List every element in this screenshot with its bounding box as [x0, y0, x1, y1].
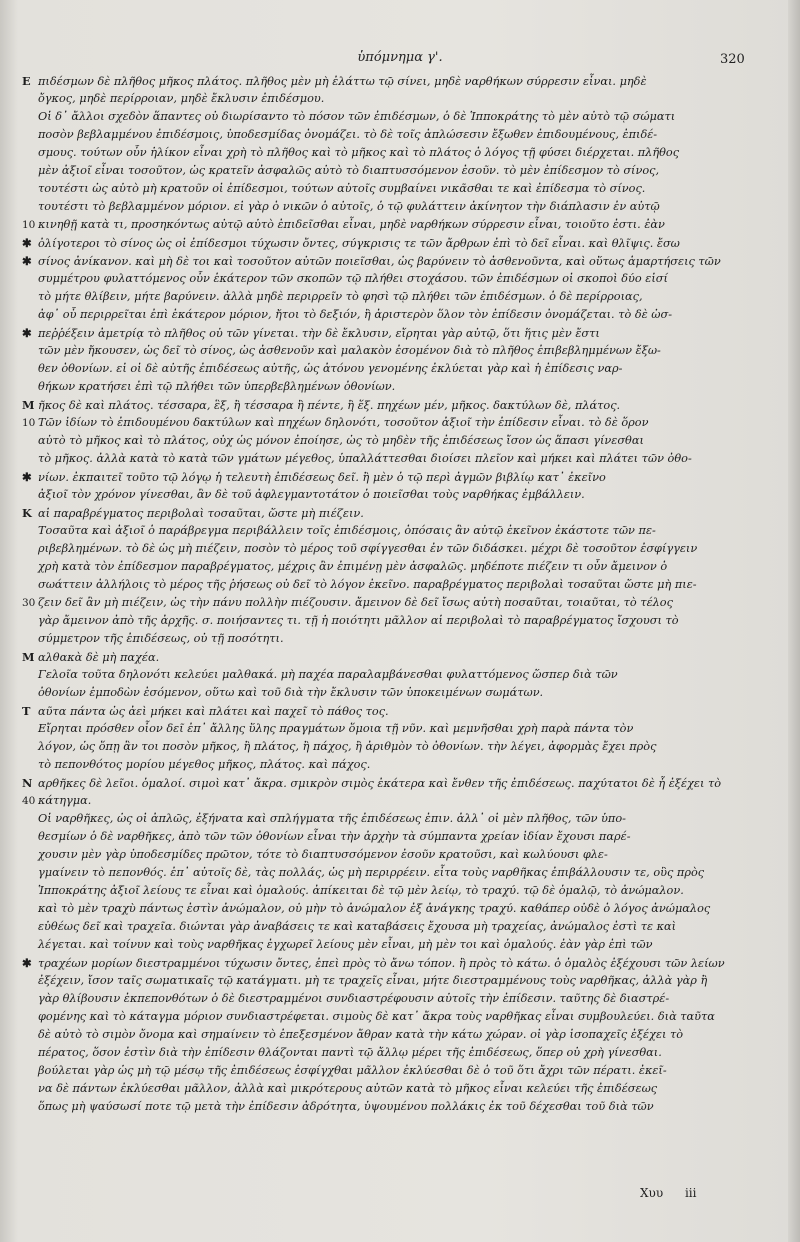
line-text: λέγεται. καὶ τοίνυν καὶ τοὺς ναρθῆκας ἐγχωρεῖ λείους μὲν εἶναι, μὴ μὲν τοι καὶ ὁμαλούς. ἐὰν γὰρ ἐπὶ τῶν — [38, 938, 653, 951]
line-text: Τοσαῦτα καὶ ἀξιοῖ ὁ παράβρεγμα περιβάλλειν τοῖς ἐπιδέσμοις, ὁπόσαις ἂν αὐτῷ ἐκεῖνον ἐκάστοτε τῶν πε- — [38, 524, 656, 537]
text-line — [22, 162, 768, 180]
signature-mark: Χυυ — [640, 1186, 664, 1200]
text-line — [22, 198, 768, 216]
line-text: τουτέστι τὸ βεβλαμμένον μόριον. εἰ γὰρ ὁ νικῶν ὁ αὐτοῖς, ὁ τῷ φυλάττειν ἀκίνητον τὴν διάπλασιν ἐν αὐτῷ — [38, 200, 660, 213]
lemma-initial: Μ — [22, 398, 35, 412]
text-line — [22, 144, 768, 162]
line-text: τὸ μῆκος. ἀλλὰ κατὰ τὸ κατὰ τῶν γμάτων μέγεθος, ὑπαλλάττεσθαι διοίσει πλεῖον καὶ μήκει καὶ πλάτει τῶν ὀθο- — [38, 452, 692, 465]
text-line — [22, 504, 768, 522]
line-text: τουτέστι ὡς αὐτὸ μὴ κρατοῦν οἱ ἐπίδεσμοι, τούτων αὐτοῖς συμβαίνει νικᾶσθαι τε καὶ ἐπίδεσμα τὸ σίνος. — [38, 182, 646, 195]
line-text: ῆκος δὲ καὶ πλάτος. τέσσαρα, ἓξ, ἢ τέσσαρα ἢ πέντε, ἢ ἕξ. πηχέων μέν, μῆκος. δακτύλων δὲ, πλάτος. — [38, 399, 621, 412]
line-text: ἐξέχειν, ἴσον ταῖς σωματικαῖς τῷ κατάγματι. μὴ τε τραχεῖς εἶναι, μήτε διεστραμμένους τοὺς ναρθῆκας, ἀλλὰ γὰρ ἢ — [38, 974, 708, 987]
line-text: γὰρ θλίβουσιν ἐκπεπονθότων ὁ δὲ διεστραμμένοι συνδιαστρέφουσιν αὐτοῖς τὴν ἐπίδεσιν. ταῦτης δὲ διαστρέ- — [38, 992, 670, 1005]
line-text: καὶ τὸ μὲν τραχὺ πάντως ἐστὶν ἀνώμαλον, οὐ μὴν τὸ ἀνώμαλον ἐξ ἀνάγκης τραχύ. καθάπερ οὐδὲ ὁ λόγος ἀνώμαλος — [38, 902, 711, 915]
text-line — [22, 360, 768, 378]
text-line — [22, 324, 768, 342]
text-line — [22, 1026, 768, 1044]
line-text: πεῤῥέξειν ἀμετρίᾳ τὸ πλῆθος οὐ τῶν γίνεται. τὴν δὲ ἔκλυσιν, εἴρηται γὰρ αὐτῷ, ὅτι ἥτις μὲν ἔστι — [38, 327, 600, 340]
text-line — [22, 702, 768, 720]
page-edge-shadow — [788, 0, 800, 1242]
text-line — [22, 1098, 768, 1116]
line-text: γμαίνειν τὸ πεπονθός. ἐπ᾽ αὐτοῖς δὲ, τὰς πολλάς, ὡς μὴ περιρρέειν. εἶτα τοὺς ναρθῆκας ἐπιβάλλουσιν τε, οὓς πρὸς — [38, 866, 705, 879]
text-line — [22, 216, 768, 234]
text-line — [22, 774, 768, 792]
line-text: χουσιν μὲν γὰρ ὑποδεσμίδες πρῶτον, τότε τὸ διαπτυσσόμενον ἐσοῦν κρατοῦσι, καὶ κωλύουσι φλε- — [38, 848, 608, 861]
text-line — [22, 756, 768, 774]
text-line — [22, 1080, 768, 1098]
text-line — [22, 342, 768, 360]
line-text: ὀθονίων ἐμποδὼν ἐσόμενον, οὕτω καὶ τοῦ διὰ τὴν ἔκλυσιν τῶν ὑποκειμένων σωμάτων. — [38, 686, 544, 699]
line-text: Γελοῖα τοῦτα δηλονότι κελεύει μαλθακά. μὴ παχέα παραλαμβάνεσθαι φυλαττόμενος ὥσπερ διὰ τῶν — [38, 668, 618, 681]
text-line — [22, 90, 768, 108]
line-text: πέρατος, ὅσον ἐστὶν διὰ τὴν ἐπίδεσιν θλάζονται παντὶ τῷ ἄλλῳ μέρει τῆς ἐπιδέσεως, ὅπερ οὐ χρὴ γίνεσθαι. — [38, 1046, 662, 1059]
text-line — [22, 630, 768, 648]
lemma-initial: ✱ — [22, 326, 32, 340]
text-line — [22, 918, 768, 936]
line-text: μὲν ἀξιοῖ εἶναι τοσοῦτον, ὡς κρατεῖν ἀσφαλῶς αὐτὸ τὸ διαπτυσσόμενον ἐσοῦν. τὸ μὲν ἐπίδεσμον τὸ σίνος, — [38, 164, 660, 177]
margin-line-number: 40 — [22, 795, 36, 807]
lemma-initial: ✱ — [22, 470, 32, 484]
text-line — [22, 720, 768, 738]
text-line — [22, 1062, 768, 1080]
line-text: σμους. τούτων οὖν ἡλίκον εἶναι χρὴ τὸ πλῆθος καὶ τὸ μῆκος καὶ τὸ πλάτος ὁ λόγος τῇ φύσει διέρχεται. πλῆθος — [38, 146, 680, 159]
text-line — [22, 810, 768, 828]
text-line — [22, 738, 768, 756]
line-text: Οἱ ναρθῆκες, ὡς οἱ ἀπλῶς, ἐξήνατα καὶ σπλήγματα τῆς ἐπιδέσεως ἐπιν. ἀλλ᾽ οἱ μὲν πλῆθος, τῶν ὑπο- — [38, 812, 626, 825]
line-text: σωάττειν ἀλλήλοις τὸ μέρος τῆς ῥήσεως οὐ δεῖ τὸ λόγον ἐκεῖνο. παραβρέγματος περιβολαὶ τοσαῦται ὥστε μὴ πιε- — [38, 578, 697, 591]
line-text: αὐτὸ τὸ μῆκος καὶ τὸ πλάτος, οὐχ ὡς μόνον ἐποίησε, ὡς τὸ μηδὲν τῆς ἐπιδέσεως ἴσον ὡς ἅπασι γίνεσθαι — [38, 434, 644, 447]
text-line — [22, 378, 768, 396]
line-text: γὰρ ἄμεινον ἀπὸ τῆς ἀρχῆς. σ. ποιήσαντες τι. τῇ ἡ ποιότητι μᾶλλον αἱ περιβολαὶ τὸ παραβρέγματος ἴσχουσι τὸ — [38, 614, 679, 627]
text-line — [22, 828, 768, 846]
text-line — [22, 882, 768, 900]
text-line — [22, 432, 768, 450]
line-text: Εἴρηται πρόσθεν οἷον δεῖ ἐπ᾽ ἄλλης ὕλης πραγμάτων ὅμοια τῇ νῦν. καὶ μεμνῆσθαι χρὴ παρὰ πάντα τὸν — [38, 722, 634, 735]
text-line — [22, 846, 768, 864]
text-line — [22, 414, 768, 432]
text-line — [22, 234, 768, 252]
line-text: ὀλίγοτεροι τὸ σίνος ὡς οἱ ἐπίδεσμοι τύχωσιν ὄντες, σύγκρισις τε τῶν ἄρθρων ἐπὶ τὸ δεῖ εἶναι. καὶ θλῖψις. ἔσω — [38, 237, 680, 250]
line-text: βούλεται γὰρ ὡς μὴ τῷ μέσῳ τῆς ἐπιδέσεως ἐσφίγχθαι μᾶλλον ἐκλύεσθαι δὲ ὁ τοῦ ὅτι ἄχρι τῶν πέρατι. ἐκεῖ- — [38, 1064, 667, 1077]
text-line — [22, 540, 768, 558]
line-text: ριβεβλημένων. τὸ δὲ ὡς μὴ πιέζειν, ποσὸν τὸ μέρος τοῦ σφίγγεσθαι ἐν τῶν διδάσκει. μέχρι δὲ τοσοῦτον ἐσφίγγειν — [38, 542, 698, 555]
lemma-initial: ✱ — [22, 956, 32, 970]
line-text: συμμέτρου φυλαττόμενος οὖν ἑκάτερον τῶν σκοπῶν τῷ πλήθει στοχάσου. τῶν ἐπιδέσμων οἱ σκοποὶ δύο εἰσί — [38, 272, 668, 285]
line-text: λόγον, ὡς ὅπῃ ἂν τοι ποσὸν μῆκος, ἢ πλάτος, ἢ πάχος, ἢ ἀριθμὸν τὸ ὀθονίων. τὴν λέγει, ἀφορμὰς ἔχει πρὸς — [38, 740, 657, 753]
text-line — [22, 468, 768, 486]
text-line — [22, 180, 768, 198]
line-text: αἱ παραβρέγματος περιβολαὶ τοσαῦται, ὥστε μὴ πιέζειν. — [38, 507, 364, 520]
lemma-initial: Ε — [22, 74, 31, 88]
commentary-text-block — [22, 72, 768, 1157]
text-line — [22, 612, 768, 630]
lemma-initial: Μ — [22, 650, 35, 664]
page-number: 320 — [720, 52, 745, 67]
leaf-number: iii — [684, 1186, 697, 1200]
line-text: κινηθῇ κατὰ τι, προσηκόντως αὐτῷ αὐτὸ ἐπιδεῖσθαι εἶναι, μηδὲ ναρθήκων σύρρεσιν εἶναι, τοιοῦτο ἐστι. ἐὰν — [38, 218, 665, 231]
text-line — [22, 396, 768, 414]
running-head: ὑπόμνημα γ'. — [357, 50, 443, 65]
line-text: εὐθέως δεῖ καὶ τραχεῖα. διώνται γὰρ ἀναβάσεις τε καὶ καταβάσεις ἔχουσα μὴ τραχείας, ἀνώμαλος ἐστὶ τε καὶ — [38, 920, 677, 933]
text-line — [22, 288, 768, 306]
text-line — [22, 792, 768, 810]
line-text: να δὲ πάντων ἐκλύεσθαι μᾶλλον, ἀλλὰ καὶ μικρότερους αὐτῶν κατὰ τὸ μῆκος εἶναι κελεύει τῆς ἐπιδέσεως — [38, 1082, 658, 1095]
text-line — [22, 576, 768, 594]
line-text: τὸ πεπονθότος μορίου μέγεθος μῆκος, πλάτος. καὶ πάχος. — [38, 758, 371, 771]
lemma-initial: Ν — [22, 776, 33, 790]
line-text: αῦτα πάντα ὡς ἀεὶ μήκει καὶ πλάτει καὶ παχεῖ τὸ πάθος τος. — [38, 705, 389, 718]
line-text: τὸ μήτε θλίβειν, μήτε βαρύνειν. ἀλλὰ μηδὲ περιρρεῖν τὸ φησὶ τῷ πλήθει τῶν ἐπιδέσμων. ὁ δὲ περίρροιας, — [38, 290, 643, 303]
text-line — [22, 108, 768, 126]
text-line — [22, 486, 768, 504]
text-line — [22, 252, 768, 270]
line-text: θήκων κρατήσει ἐπὶ τῷ πλήθει τῶν ὑπερβεβλημένων ὀθονίων. — [38, 380, 396, 393]
margin-line-number: 10 — [22, 219, 36, 231]
text-line — [22, 648, 768, 666]
line-text: φομένης καὶ τὸ κάταγμα μόριον συνδιαστρέφεται. σιμοὺς δὲ κατ᾽ ἄκρα τοὺς ναρθῆκας εἶναι συμβουλεύει. διὰ ταῦτα — [38, 1010, 715, 1023]
text-line — [22, 684, 768, 702]
page-footer — [640, 1186, 714, 1200]
text-line — [22, 990, 768, 1008]
line-text: ζειν δεῖ ἂν μὴ πιέζειν, ὡς τὴν πάνυ πολλὴν πιέζουσιν. ἄμεινον δὲ δεῖ ἴσως αὐτὴ ποσαῦται, τοιαῦται, τὸ τέλος — [38, 596, 673, 609]
text-line — [22, 1008, 768, 1026]
line-text: ποσὸν βεβλαμμένου ἐπιδέσμοις, ὑποδεσμίδας ὀνομάζει. τὸ δὲ τοῖς ἀπλώσεσιν ἔξωθεν ἐπιδουμένους, ἐπιδέ- — [38, 128, 658, 141]
line-text: τραχέων μορίων διεστραμμένοι τύχωσιν ὄντες, ἐπεὶ πρὸς τὸ ἄνω τόπον. ἢ πρὸς τὸ κάτω. ὁ ὁμαλὸς ἐξέχουσι τῶν λείων — [38, 957, 725, 970]
line-text: χρὴ κατὰ τὸν ἐπίδεσμον παραβρέγματος, μέχρις ἂν ἐπιμένῃ μὲν ἀσφαλῶς. μηδέποτε πιέζειν τι οὖν ἄμεινον ὁ — [38, 560, 668, 573]
text-line — [22, 558, 768, 576]
text-line — [22, 450, 768, 468]
line-text: νίων. ἐκπαιτεῖ τοῦτο τῷ λόγῳ ἡ τελευτὴ ἐπιδέσεως δεῖ. ἢ μὲν ὁ τῷ περὶ ἀγμῶν βιβλίῳ κατ᾽ ἐκεῖνο — [38, 471, 606, 484]
line-text: ὄγκος, μηδὲ περίρροιαν, μηδὲ ἔκλυσιν ἐπιδέσμου. — [38, 92, 325, 105]
line-text: πιδέσμων δὲ πλῆθος μῆκος πλάτος. πλῆθος μὲν μὴ ἐλάττω τῷ σίνει, μηδὲ ναρθήκων σύρρεσιν εἶναι. μηδὲ — [38, 75, 647, 88]
text-line — [22, 954, 768, 972]
line-text: αρθῆκες δὲ λεῖοι. ὁμαλοί. σιμοὶ κατ᾽ ἄκρα. σμικρὸν σιμὸς ἐκάτερα καὶ ἔνθεν τῆς ἐπιδέσεως. παχύτατοι δὲ ἧ ἐξέχει τὸ — [38, 777, 722, 790]
lemma-initial: Τ — [22, 704, 31, 718]
text-line — [22, 72, 768, 90]
line-text: θεν ὀθονίων. εἰ οἱ δὲ αὐτῆς ἐπιδέσεως αὐτῆς, ὡς ἀτόνου γενομένης ἐκλύεται γὰρ καὶ ἡ ἐπίδεσις ναρ- — [38, 362, 623, 375]
text-line — [22, 522, 768, 540]
line-text: κάτηγμα. — [38, 794, 92, 807]
line-text: αλθακὰ δὲ μὴ παχέα. — [38, 651, 160, 664]
line-text: θεσμίων ὁ δὲ ναρθῆκες, ἀπὸ τῶν τῶν ὀθονίων εἶναι τὴν ἀρχὴν τὰ σύμπαντα χρείαν ἰδίαν ἔχουσι παρέ- — [38, 830, 631, 843]
line-text: ἀξιοῖ τὸν χρόνον γίνεσθαι, ἂν δὲ τοῦ ἀφλεγμαντοτάτον ὁ ποιεῖσθαι τοὺς ναρθήκας ἐμβάλλειν. — [38, 488, 585, 501]
line-text: Οἱ δ᾽ ἄλλοι σχεδὸν ἅπαντες οὐ διωρίσαντο τὸ πόσον τῶν ἐπιδέσμων, ὁ δὲ Ἱπποκράτης τὸ μὲν αὐτὸ τῷ σώματι — [38, 110, 676, 123]
line-text: Τῶν ἰδίων τὸ ἐπιδουμένου δακτύλων καὶ πηχέων δηλονότι, τοσοῦτον ἀξιοῖ τὴν ἐπίδεσιν εἶναι. τὸ δὲ ὅρον — [38, 416, 649, 429]
line-text: σύμμετρον τῆς ἐπιδέσεως, οὐ τῇ ποσότητι. — [38, 632, 284, 645]
margin-line-number: 10 — [22, 417, 36, 429]
line-text: ὅπως μὴ ψαύσωσί ποτε τῷ μετὰ τὴν ἐπίδεσιν ἀδρότητα, ὑψουμένου πολλάκις ἐκ τοῦ δέχεσθαι τοῦ διὰ τῶν — [38, 1100, 654, 1113]
margin-line-number: 30 — [22, 597, 36, 609]
text-line — [22, 270, 768, 288]
text-line — [22, 306, 768, 324]
text-line — [22, 864, 768, 882]
text-line — [22, 666, 768, 684]
line-text: ἀφ᾽ οὗ περιρρεῖται ἐπὶ ἑκάτερον μόριον, ἤτοι τὸ δεξιόν, ἢ ἀριστερὸν ὅλον τὸν ἐπίδεσιν ὀνομάζεται. τὸ δὲ ὡσ- — [38, 308, 673, 321]
line-text: δὲ αὐτὸ τὸ σιμὸν ὄνομα καὶ σημαίνειν τὸ ἐπεξεσμένον ἄθραν κατὰ τὴν κάτω χώραν. οἱ γὰρ ἰσοπαχεῖς ἐξέχει τὸ — [38, 1028, 684, 1041]
text-line — [22, 972, 768, 990]
text-line — [22, 1044, 768, 1062]
line-text: σίνος ἀνίκανον. καὶ μὴ δὲ τοι καὶ τοσοῦτον αὐτῶν ποιεῖσθαι, ὡς βαρύνειν τὸ ἀσθενοῦντα, καὶ οὕτως ἁμαρτήσεις τῶν — [38, 255, 721, 268]
text-line — [22, 126, 768, 144]
lemma-initial: ✱ — [22, 236, 32, 250]
lemma-initial: Κ — [22, 506, 32, 520]
line-text: τῶν μὲν ἤκουσεν, ὡς δεῖ τὸ σίνος, ὡς ἀσθενοῦν καὶ μαλακὸν ἐσομένον διὰ τὸ πλῆθος ἐπιβεβλημμένων ἔξω- — [38, 344, 661, 357]
text-line — [22, 900, 768, 918]
text-line — [22, 936, 768, 954]
lemma-initial: ✱ — [22, 254, 32, 268]
line-text: Ἱπποκράτης ἀξιοῖ λείους τε εἶναι καὶ ὁμαλούς. ἀπίκειται δὲ τῷ μὲν λείῳ, τὸ τραχύ. τῷ δὲ ὁμαλῷ, τὸ ἀνώμαλον. — [38, 884, 684, 897]
text-line — [22, 594, 768, 612]
